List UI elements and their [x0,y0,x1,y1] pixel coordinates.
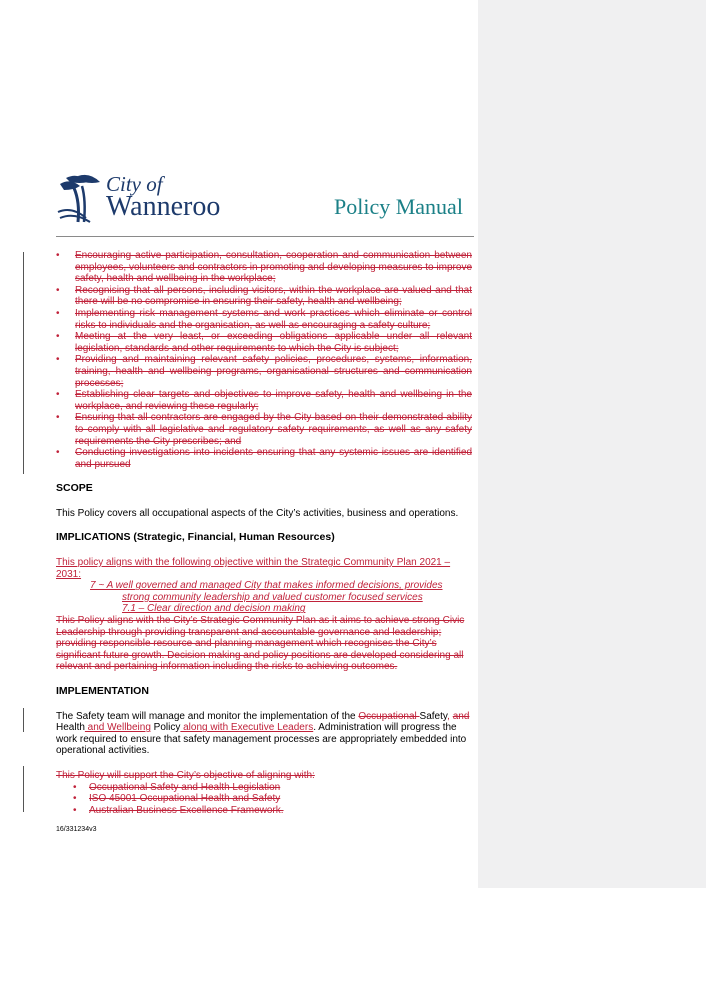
comment-pane [478,0,706,888]
inserted-run: , [447,710,450,722]
objective-line-2: strong community leadership and valued customer focused services [122,591,423,603]
text-run: Safety [419,710,448,722]
scope-heading: SCOPE [56,482,93,495]
tree-emblem-icon [56,172,104,224]
list-item: • Establishing clear targets and objectives to improve safety, health and wellbeing in the workplace, and reviewing these regularly; [75,389,472,412]
change-bar [23,766,24,812]
list-item: • Meeting at the very least, or exceeding obligations applicable under all relevant legislation, standards and other requirements to which the City is subject; [75,331,472,354]
deleted-run: and [452,710,470,722]
list-item: • ISO 45001 Occupational Health and Safety [89,793,472,805]
implications-inserted-intro: This policy aligns with the following objective within the Strategic Community Plan 2021 – 2031: [56,557,451,580]
list-item: • Occupational Safety and Health Legislation [89,782,472,794]
change-bar [23,708,24,732]
deleted-run: Occupational [358,710,420,722]
list-item: • Recognising that all persons, including visitors, within the workplace are valued and that there will be no compromise in ensuring their safety, health and wellbeing; [75,285,472,308]
logo-wanneroo: Wanneroo [106,191,221,222]
header-rule [56,236,474,237]
list-item: • Conducting investigations into incidents ensuring that any systemic issues are identified and pursued [75,447,472,470]
implementation-heading: IMPLEMENTATION [56,685,149,697]
objective-line-3: 7.1 – Clear direction and decision making [122,603,306,615]
implementation-text [56,711,472,757]
document-body [56,250,472,836]
inserted-run: along with Executive Leaders [180,722,314,734]
document-reference: 16/331234v3 [56,826,97,834]
text-run: Policy [150,722,181,734]
list-item: • Providing and maintaining relevant safety policies, procedures, systems, information, training, health and wellbeing programs, organisational structures and communication processes; [75,354,472,389]
text-run: The Safety team will manage and monitor the implementation of the [56,710,359,722]
list-item: • Ensuring that all contractors are engaged by the City based on their demonstrated ability to comply with all legislative and regulatory safety requirements, as well as any safety requirements the City prescribes; and [75,412,472,447]
inserted-run: and Wellbeing [84,722,151,734]
implications-deleted-text: This Policy aligns with the City’s Strategic Community Plan as it aims to achieve strong Civic Leadership through providing transparent and accountable governance and leadership; providing responsible resource and planning management which recognises the City’s significant future growth. Decision making and policy positions are developed considering all relevant and pertaining information including the risks to achieving outcomes. [56,615,465,673]
implementation-deleted-intro: This Policy will support the City’s objective of aligning with: [56,769,315,781]
policy-manual-title: Policy Manual [334,194,463,219]
city-of-wanneroo-logo [56,172,246,227]
scope-text: This Policy covers all occupational aspects of the City’s activities, business and operations. [56,507,459,519]
objective-line-1: 7 ~ A well governed and managed City that makes informed decisions, provides [90,580,443,592]
list-item: • Encouraging active participation, consultation, cooperation and communication between employees, volunteers and contractors in promoting and developing measures to improve safety, health and wellbeing in the workplace; [75,250,472,285]
list-item: • Implementing risk management systems and work practices which eliminate or control risks to individuals and the organisation, as well as encouraging a safety culture; [75,308,472,331]
list-item: • Australian Business Excellence Framework. [89,805,472,817]
change-bar [23,252,24,474]
implications-heading: IMPLICATIONS (Strategic, Financial, Human Resources) [56,531,335,544]
deleted-bullet-list [56,250,472,470]
text-run: . Administration will progress the work required to ensure that safety management processes are appropriately embedded into operational activities. [56,722,467,757]
text-run: Health [56,722,85,734]
logo-city-of: City of [106,172,163,196]
deleted-standards-list [56,782,472,817]
